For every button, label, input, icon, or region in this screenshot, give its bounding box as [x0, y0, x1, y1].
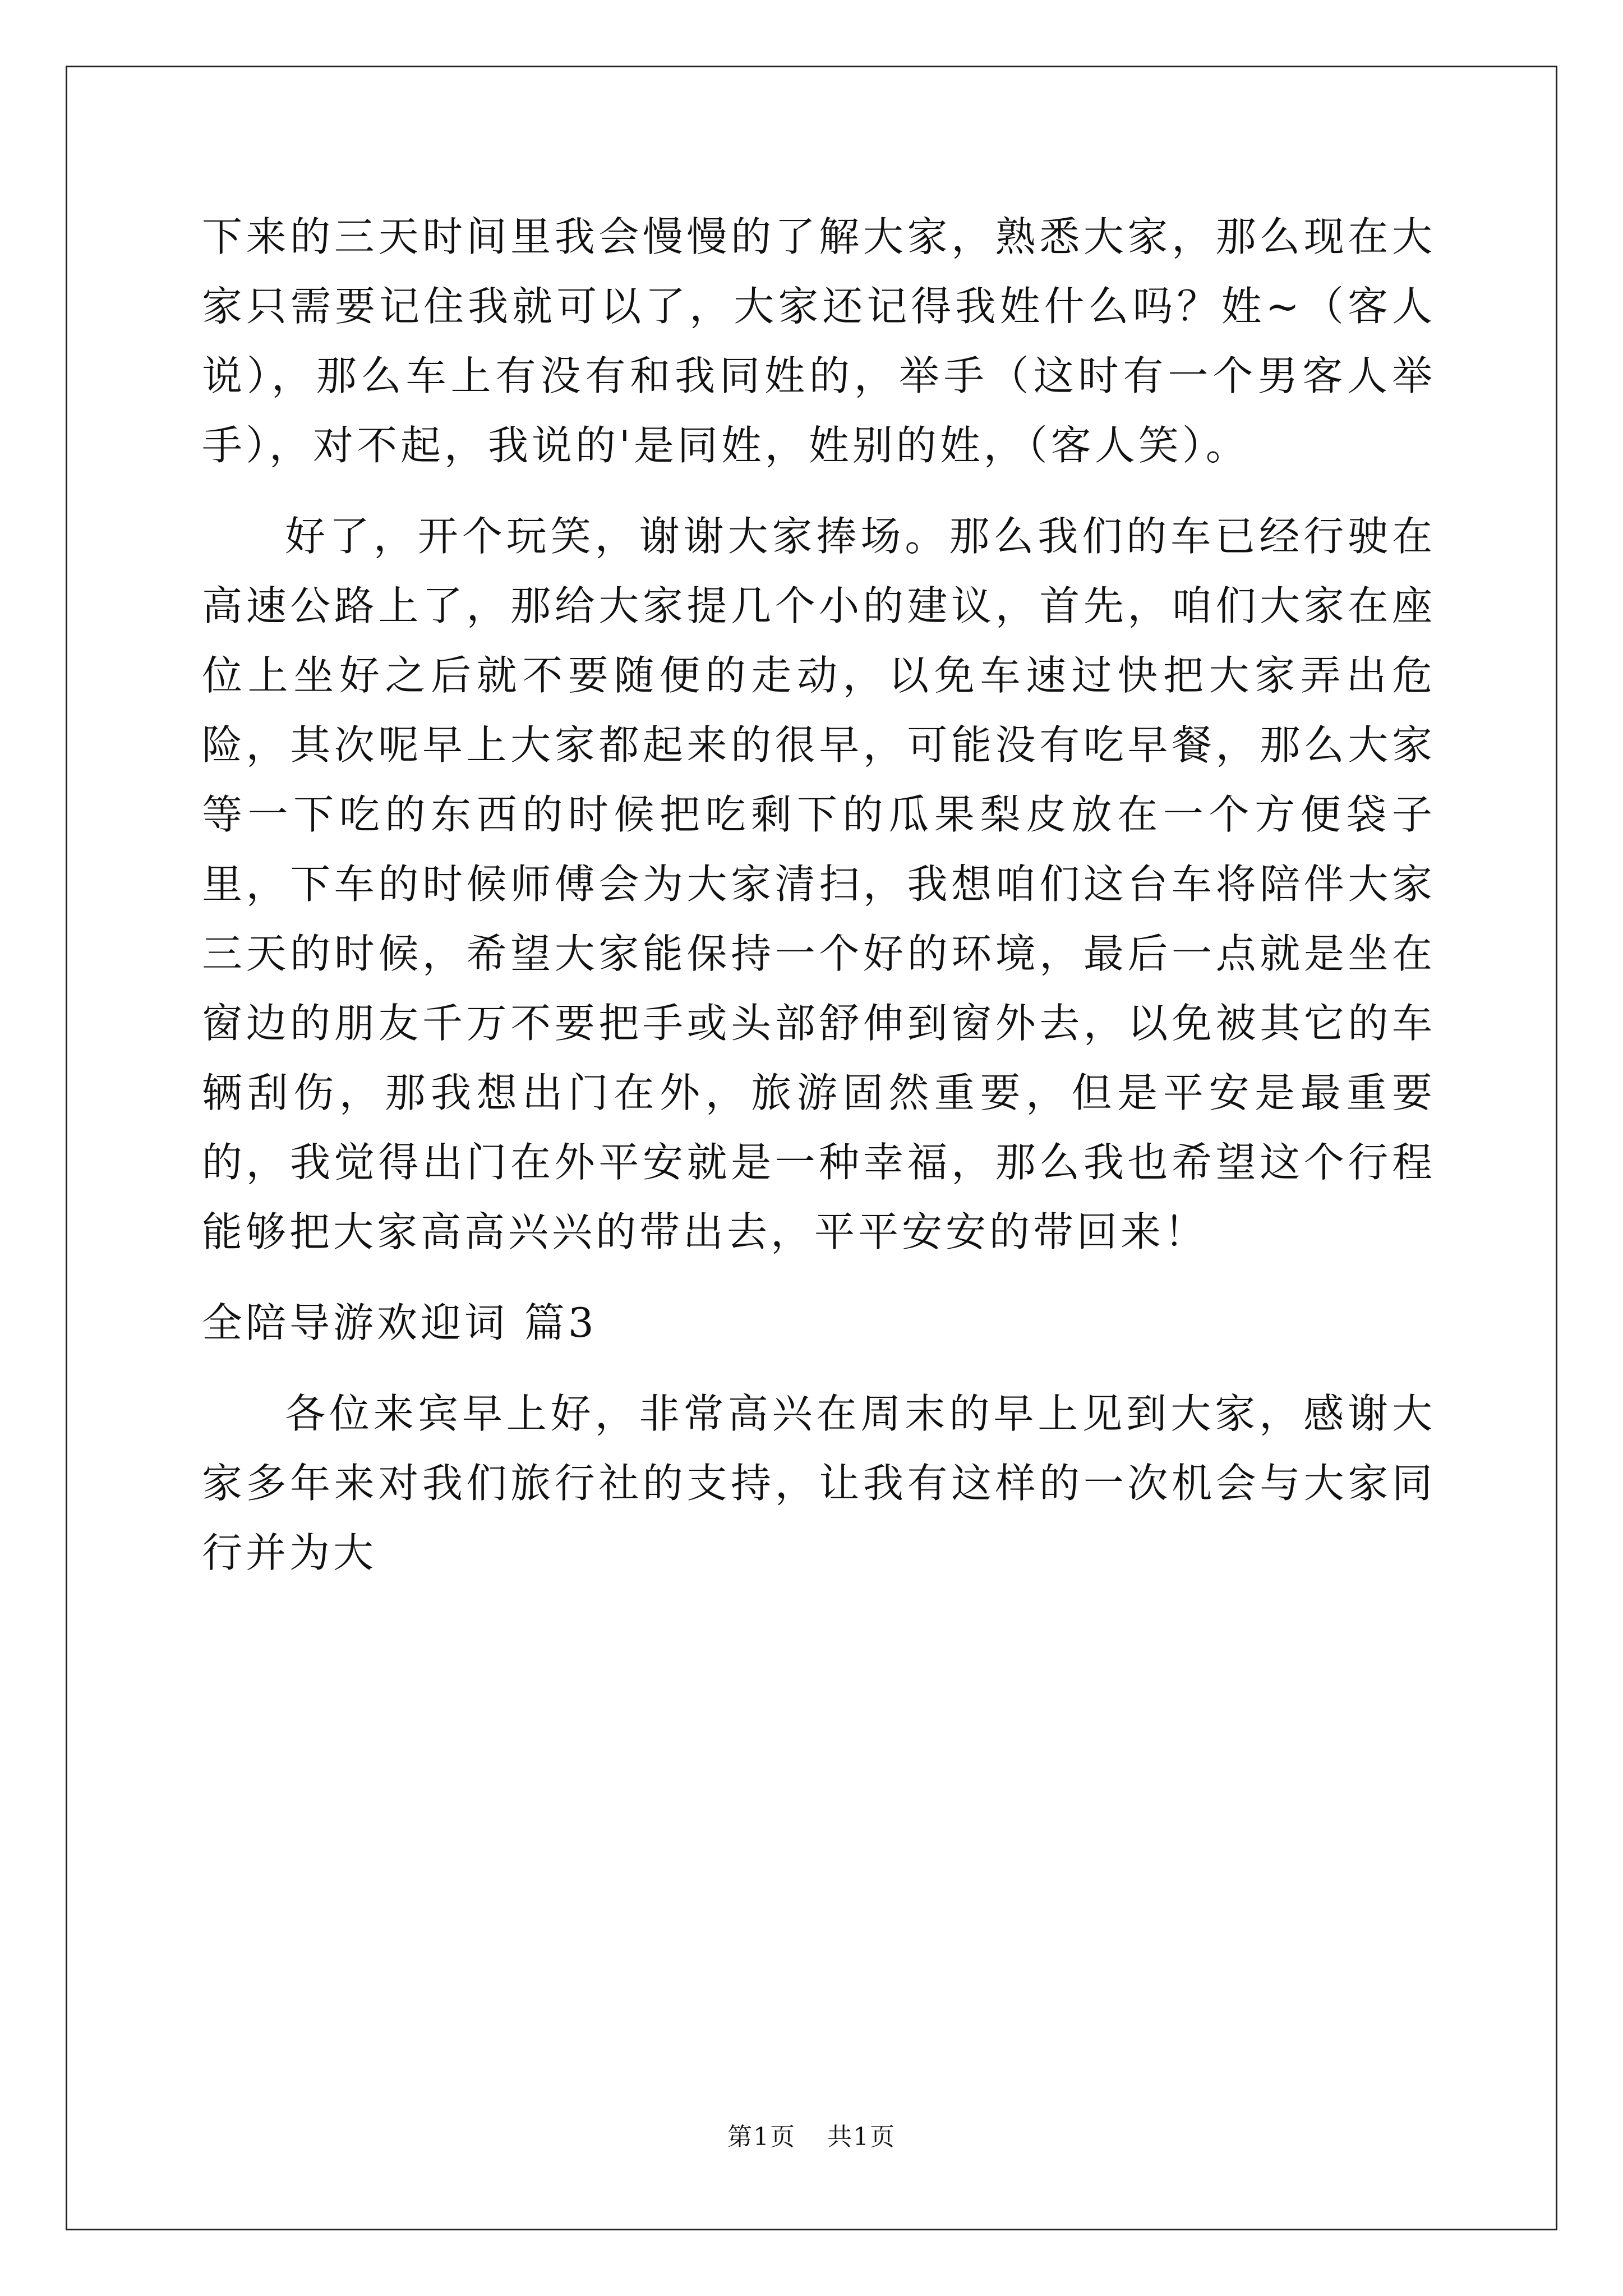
section-heading: 全陪导游欢迎词 篇3: [202, 1299, 597, 1346]
paragraph-continued: 下来的三天时间里我会慢慢的了解大家，熟悉大家，那么现在大家只需要记住我就可以了，大家还记得我姓什么吗？姓~（客人说），那么车上有没有和我同姓的，举手（这时有一个男客人举手），对不起，我说的'是同姓，姓别的姓，（客人笑）。: [202, 213, 1436, 469]
page-count: 共1页: [827, 2123, 896, 2151]
document-body: [202, 202, 1436, 1588]
page-footer: [0, 2120, 1623, 2154]
paragraph-welcome: 各位来宾早上好，非常高兴在周末的早上见到大家，感谢大家多年来对我们旅行社的支持，让我有这样的一次机会与大家同行并为大: [202, 1390, 1436, 1576]
page-number: 第1页: [727, 2123, 796, 2151]
paragraph-suggestions: 好了，开个玩笑，谢谢大家捧场。那么我们的车已经行驶在高速公路上了，那给大家提几个小的建议，首先，咱们大家在座位上坐好之后就不要随便的走动，以免车速过快把大家弄出危险，其次呢早上大家都起来的很早，可能没有吃早餐，那么大家等一下吃的东西的时候把吃剩下的瓜果梨皮放在一个方便袋子里，下车的时候师傅会为大家清扫，我想咱们这台车将陪伴大家三天的时候，希望大家能保持一个好的环境，最后一点就是坐在窗边的朋友千万不要把手或头部舒伸到窗外去，以免被其它的车辆刮伤，那我想出门在外，旅游固然重要，但是平安是最重要的，我觉得出门在外平安就是一种幸福，那么我也希望这个行程能够把大家高高兴兴的带出去，平平安安的带回来！: [202, 513, 1436, 1255]
